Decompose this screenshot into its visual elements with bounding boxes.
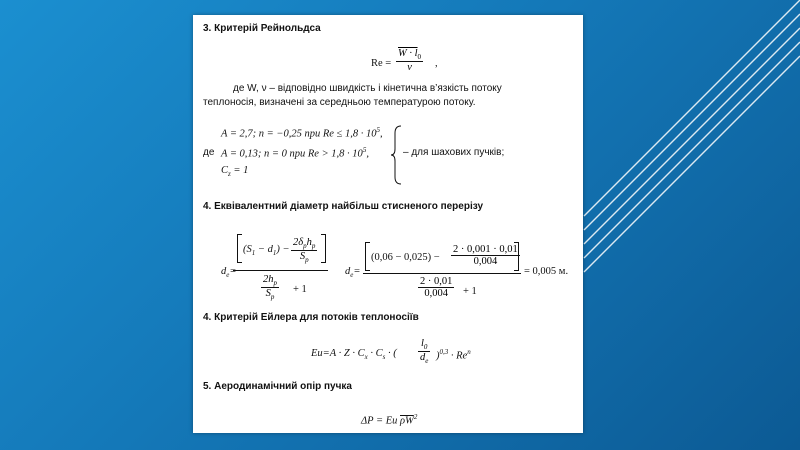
re-num: W · l bbox=[398, 48, 418, 59]
bundle-note: – для шахових пучків; bbox=[403, 147, 505, 158]
f1-plus: + 1 bbox=[293, 284, 307, 295]
re-comma: , bbox=[435, 58, 438, 69]
f1-top: $(S_1 - d_1)$ − bbox=[243, 244, 290, 258]
section-4a-title: 4. Еквівалентний діаметр найбільш стисненого перерізу bbox=[203, 201, 484, 212]
f2-result: = 0,005 м. bbox=[524, 266, 569, 277]
curly-brace bbox=[391, 125, 403, 185]
bracket-1-left bbox=[237, 234, 242, 263]
re-fraction bbox=[396, 48, 423, 73]
f1-inner-fraction: $2\delta_рh_р$ $S_р$ bbox=[293, 237, 316, 265]
f2-bottom-fraction: 2 · 0,01 0,004 bbox=[420, 276, 453, 299]
f2-main-bar bbox=[363, 273, 521, 274]
case-1: A = 2,7; n = −0,25 при $Re \le 1,8 \cdot 10^5$, bbox=[221, 126, 383, 140]
f2-inner-fraction: 2 · 0,001 · 0,01 0,004 bbox=[453, 244, 518, 267]
de-lhs-1: $d_е=$ bbox=[221, 266, 237, 280]
euler-formula: $Eu=A \cdot Z \cdot C_x \cdot C_s$ · ( bbox=[311, 348, 397, 362]
pressure-formula: ΔP = Eu $\overline{\rho W}^2$ bbox=[361, 413, 418, 427]
desc-line-1: де W, ν – відповідно швидкість і кінетична в’язкість потоку bbox=[233, 83, 502, 94]
section-5-title: 5. Аеродинамічний опір пучка bbox=[203, 381, 352, 392]
bracket-2-left bbox=[365, 242, 370, 271]
document-page bbox=[193, 15, 583, 433]
f1-bottom-fraction: $2h_р$ $S_р$ bbox=[263, 274, 277, 302]
de-label: де bbox=[203, 147, 215, 158]
desc-line-2: теплоносія, визначені за середньою температурою потоку. bbox=[203, 97, 476, 108]
section-3-title: 3. Критерій Рейнольдса bbox=[203, 23, 321, 34]
case-2: A = 0,13; n = 0 при $Re > 1,8 \cdot 10^5$, bbox=[221, 146, 369, 160]
euler-fraction: $l_0$ $d_е$ bbox=[420, 338, 429, 366]
case-3: $C_z = 1$ bbox=[221, 165, 249, 179]
re-lhs: Re = bbox=[371, 58, 392, 69]
euler-tail: )$^{0,3} \cdot Re^n$ bbox=[436, 348, 471, 362]
f2-plus: + 1 bbox=[463, 286, 477, 297]
re-num-sub: 0 bbox=[417, 53, 422, 62]
f1-main-bar bbox=[233, 270, 328, 271]
section-4b-title: 4. Критерій Ейлера для потоків теплоносіїв bbox=[203, 312, 419, 323]
re-den: ν bbox=[407, 62, 412, 74]
de-lhs-2: $d_е=$ bbox=[345, 266, 361, 280]
f2-top: (0,06 − 0,025) − bbox=[371, 252, 440, 263]
bracket-1-right bbox=[321, 234, 326, 263]
